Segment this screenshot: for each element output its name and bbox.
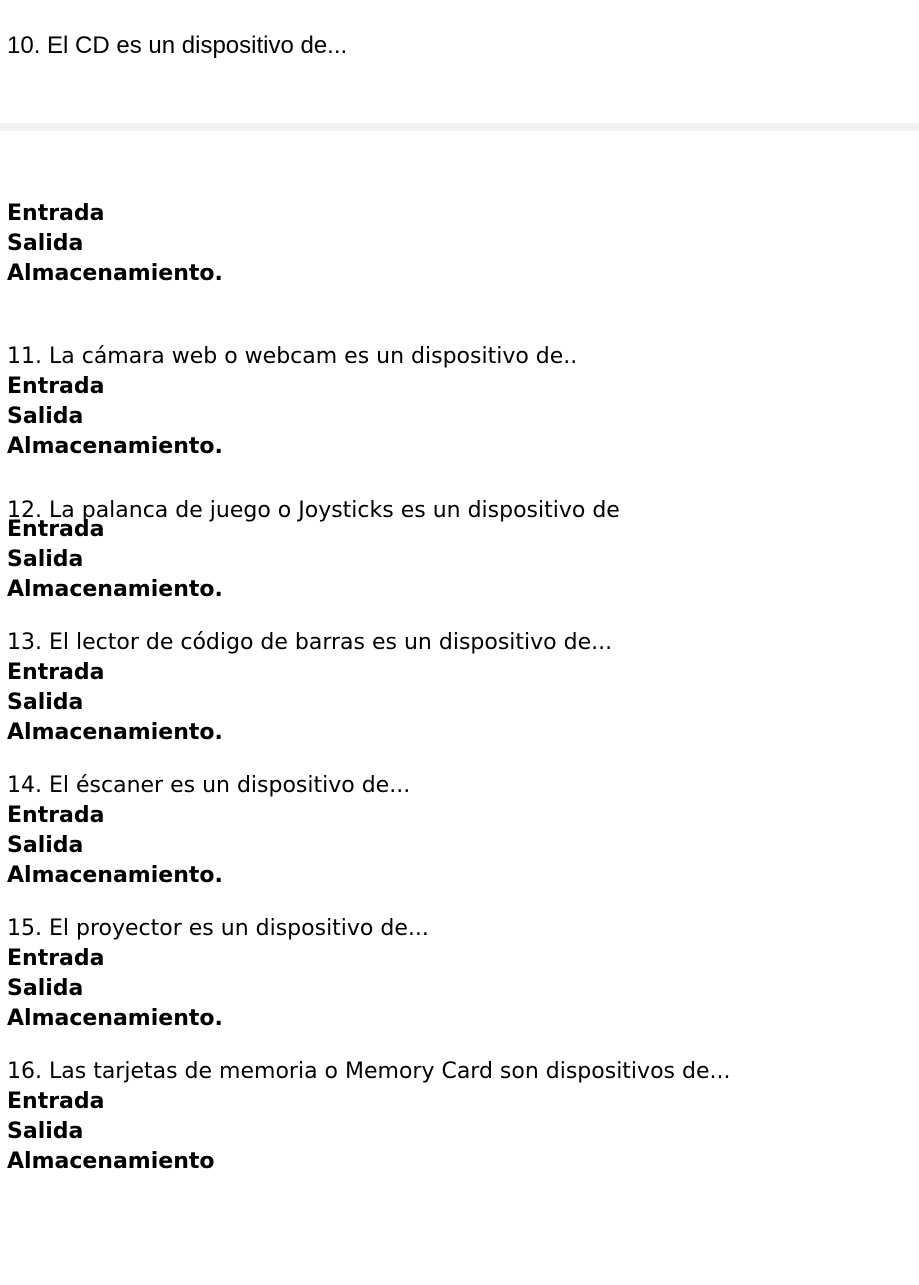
option-almacenamiento: Almacenamiento. xyxy=(7,1006,223,1031)
option-entrada: Entrada xyxy=(7,1089,105,1114)
divider xyxy=(0,123,919,131)
option-entrada: Entrada xyxy=(7,946,105,971)
question-text: Las tarjetas de memoria o Memory Card son dispositivos de... xyxy=(49,1059,731,1084)
question-text: El CD es un dispositivo de... xyxy=(47,32,348,59)
option-almacenamiento: Almacenamiento. xyxy=(7,577,223,602)
question-number: 10. xyxy=(7,32,41,59)
question-number: 15. xyxy=(7,916,42,941)
question-11 xyxy=(7,346,577,368)
question-text: La cámara web o webcam es un dispositivo de.. xyxy=(49,344,578,369)
option-almacenamiento: Almacenamiento xyxy=(7,1149,215,1174)
option-entrada: Entrada xyxy=(7,660,105,685)
question-number: 14. xyxy=(7,773,42,798)
option-entrada: Entrada xyxy=(7,803,105,828)
question-16 xyxy=(7,1061,730,1083)
option-salida: Salida xyxy=(7,231,84,256)
option-salida: Salida xyxy=(7,547,84,572)
option-salida: Salida xyxy=(7,1119,84,1144)
question-15 xyxy=(7,918,429,940)
option-entrada: Entrada xyxy=(7,374,105,399)
option-entrada: Entrada xyxy=(7,517,105,542)
question-text: La palanca de juego o Joysticks es un dispositivo de xyxy=(49,498,620,523)
question-text: El lector de código de barras es un dispositivo de... xyxy=(49,630,613,655)
option-salida: Salida xyxy=(7,690,84,715)
question-text: El éscaner es un dispositivo de... xyxy=(49,773,411,798)
option-salida: Salida xyxy=(7,404,84,429)
option-almacenamiento: Almacenamiento. xyxy=(7,434,223,459)
question-14 xyxy=(7,775,410,797)
option-entrada: Entrada xyxy=(7,201,105,226)
option-salida: Salida xyxy=(7,833,84,858)
option-almacenamiento: Almacenamiento. xyxy=(7,261,223,286)
option-almacenamiento: Almacenamiento. xyxy=(7,863,223,888)
question-number: 13. xyxy=(7,630,42,655)
question-text: El proyector es un dispositivo de... xyxy=(49,916,429,941)
option-almacenamiento: Almacenamiento. xyxy=(7,720,223,745)
option-salida: Salida xyxy=(7,976,84,1001)
question-number: 12. xyxy=(7,498,42,523)
question-13 xyxy=(7,632,612,654)
question-number: 16. xyxy=(7,1059,42,1084)
question-10 xyxy=(7,34,347,58)
question-number: 11. xyxy=(7,344,42,369)
